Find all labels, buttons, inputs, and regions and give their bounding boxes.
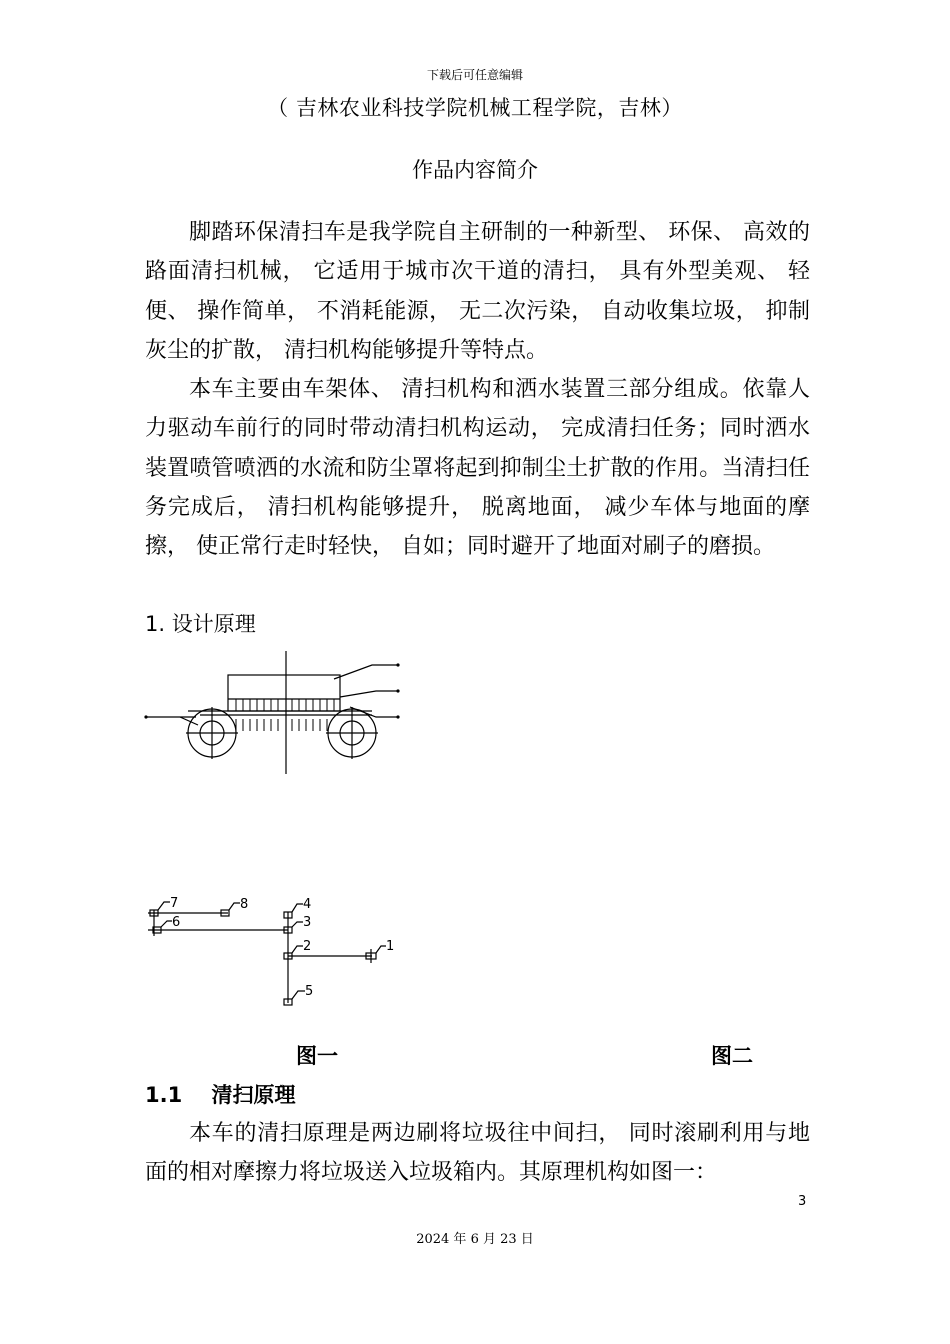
header-note: 下载后可任意编辑	[426, 68, 523, 82]
leader-line-2	[340, 691, 398, 697]
author-affiliation: （ 吉林农业科技学院机械工程学院，吉林）	[267, 96, 683, 120]
label-5: 5	[305, 984, 314, 999]
heading-sweeping-principle: 1.1 清扫原理	[145, 1083, 296, 1107]
label-6: 6	[172, 915, 181, 930]
label-4: 4	[303, 897, 312, 912]
figure-2-caption: 图二	[711, 1044, 753, 1068]
paragraph-1: 脚踏环保清扫车是我学院自主研制的一种新型、 环保、 高效的路面清扫机械， 它适用于城市次干道的清扫， 具有外型美观、 轻便、 操作简单， 不消耗能源， 无二次污染， 自动收集垃圾， 抑制灰尘的扩散， 清扫机构能够提升等特点。	[145, 220, 810, 363]
figure-1-sweeper-diagram	[140, 645, 410, 780]
body-frame	[228, 675, 340, 711]
label-1: 1	[386, 939, 395, 954]
label-2: 2	[303, 939, 312, 954]
page-number: 3	[798, 1194, 807, 1209]
sweeping-principle-text	[145, 1114, 810, 1193]
figure-1-caption: 图一	[296, 1044, 338, 1068]
label-3: 3	[303, 915, 312, 930]
label-8: 8	[240, 897, 249, 912]
label-7: 7	[170, 896, 179, 911]
paragraph-3: 本车的清扫原理是两边刷将垃圾往中间扫， 同时滚刷利用与地面的相对摩擦力将垃圾送入垃圾箱内。其原理机构如图一：	[145, 1121, 810, 1186]
figure-2-mechanism-schematic	[140, 890, 405, 1015]
leader-line-1	[334, 665, 398, 679]
intro-text	[145, 213, 810, 567]
section-title: 作品内容简介	[412, 158, 538, 182]
heading-design-principle: 1. 设计原理	[145, 612, 256, 636]
paragraph-2: 本车主要由车架体、 清扫机构和洒水装置三部分组成。依靠人力驱动车前行的同时带动清扫机构运动， 完成清扫任务；同时洒水装置喷管喷洒的水流和防尘罩将起到抑制尘土扩散的作用。当清扫任务完成后， 清扫机构能够提升， 脱离地面， 减少车体与地面的摩擦， 使正常行走时轻快， 自如；同时避开了地面对刷子的磨损。	[145, 377, 810, 560]
footer-date: 2024 年 6 月 23 日	[416, 1232, 534, 1247]
